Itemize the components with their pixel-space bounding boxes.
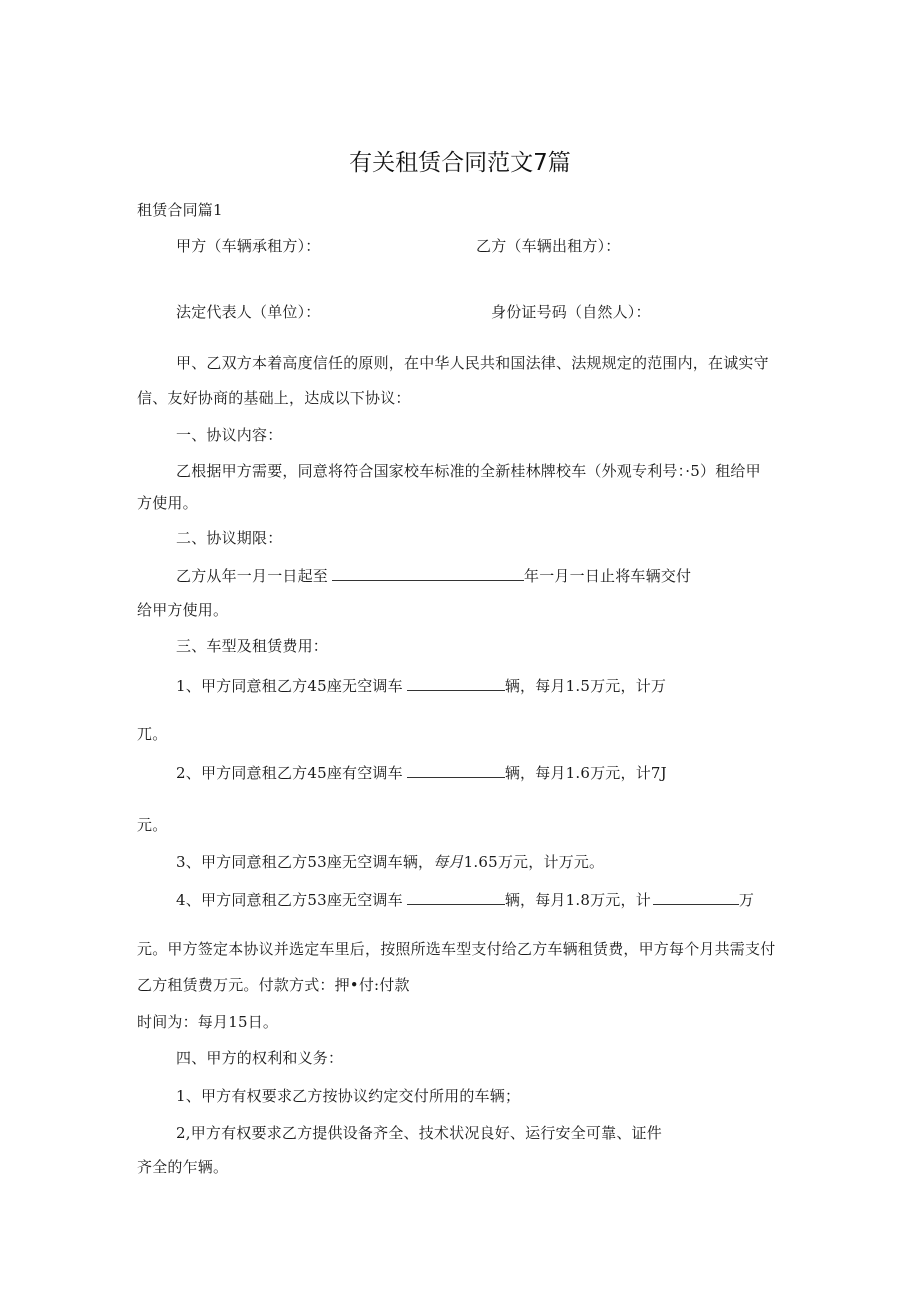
term-blank [332, 566, 524, 581]
right-item-2-line1: 2,甲方有权要求乙方提供设备齐全、技术状况良好、运行安全可靠、证件 [176, 1124, 662, 1142]
fee-item-4: 4、甲方同意租乙方53座无空调车 辆，每月1.8万元，计 万 [176, 891, 755, 909]
heading-agreement-content: 一、协议内容： [176, 426, 283, 444]
fee-item-1-blank [407, 676, 505, 691]
legal-rep-label: 法定代表人（单位）： [176, 303, 321, 321]
intro-paragraph-line2: 信、友好协商的基础上，达成以下协议： [137, 389, 411, 407]
heading-party-a-rights: 四、甲方的权利和义务： [176, 1049, 344, 1067]
intro-paragraph-line1: 甲、乙双方本着高度信任的原则，在中华人民共和国法律、法规规定的范围内，在诚实守 [176, 354, 769, 372]
term-end-text: 年一月一日止将车辆交付 [524, 567, 692, 585]
party-b-label: 乙方（车辆出租方）： [476, 237, 621, 255]
right-item-1: 1、甲方有权要求乙方按协议约定交付所用的车辆； [176, 1087, 521, 1105]
payment-paragraph-line1: 元。甲方签定本协议并选定车里后，按照所选车型支付给乙方车辆租赁费，甲方每个月共需支付 [137, 940, 776, 958]
right-item-2-line2: 齐全的乍辆。 [137, 1158, 229, 1176]
fee-item-2-blank [407, 763, 505, 778]
fee-item-4-blank-count [407, 890, 505, 905]
fee-item-1-unit: 兀。 [137, 725, 168, 743]
payment-paragraph-line2: 乙方租赁费万元。付款方式：押•付:付款 [137, 976, 410, 994]
payment-paragraph-line3: 时间为：每月15日。 [137, 1013, 279, 1031]
party-a-label: 甲方（车辆承租方）： [176, 237, 321, 255]
term-paragraph-line2: 给甲方使用。 [137, 601, 229, 619]
fee-item-3: 3、甲方同意租乙方53座无空调车辆，每月1.65万元，计万元。 [176, 853, 605, 871]
document-title: 有关租赁合同范文7篇 [349, 150, 571, 176]
content-paragraph-line1: 乙根据甲方需要，同意将符合国家校车标准的全新桂林牌校车（外观专利号：·5）租给甲 [176, 462, 761, 480]
term-start-text: 乙方从年一月一日起至 [176, 567, 329, 585]
fee-item-1: 1、甲方同意租乙方45座无空调车 辆，每月1.5万元，计万 [176, 677, 667, 695]
heading-agreement-term: 二、协议期限： [176, 529, 283, 547]
id-number-label: 身份证号码（自然人）： [491, 303, 651, 321]
heading-vehicle-fees: 三、车型及租赁费用： [176, 637, 329, 655]
content-paragraph-line2: 方使用。 [137, 494, 198, 512]
fee-item-2-unit: 元。 [137, 816, 168, 834]
fee-item-4-blank-total [653, 890, 739, 905]
term-paragraph-line1 [176, 566, 691, 586]
section-heading: 租赁合同篇1 [137, 201, 223, 219]
fee-item-2: 2、甲方同意租乙方45座有空调车 辆，每月1.6万元，计7J [176, 764, 667, 782]
